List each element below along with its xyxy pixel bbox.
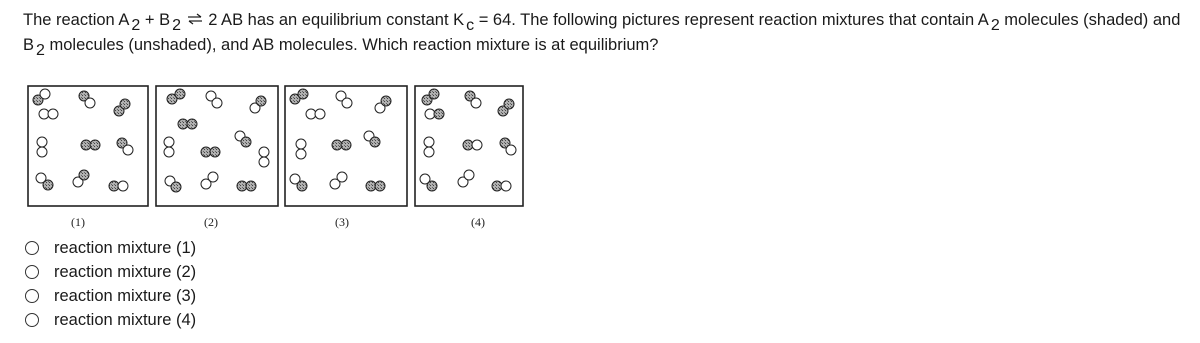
choice-label: reaction mixture (4) <box>54 310 197 329</box>
choice-2[interactable] <box>25 260 196 284</box>
subscript: 2 <box>172 17 182 34</box>
mixture-box-1 <box>28 86 148 206</box>
subscript: c <box>466 17 475 34</box>
box-label-2: (2) <box>204 215 218 229</box>
answer-choices <box>25 236 196 332</box>
radio-button[interactable] <box>25 241 39 255</box>
box-label-4: (4) <box>471 215 485 229</box>
subscript: 2 <box>36 42 45 59</box>
mixture-box-2 <box>156 86 278 206</box>
question-part-6: molecules (unshaded), and AB molecules. Which reaction mixture is at equilibrium? <box>44 36 659 54</box>
question-part-3: 2 AB has an equilibrium constant K <box>203 11 465 29</box>
choice-label: reaction mixture (2) <box>54 262 197 281</box>
radio-button[interactable] <box>25 265 39 279</box>
choice-4[interactable] <box>25 308 196 332</box>
mixture-box-3 <box>285 86 407 206</box>
radio-button[interactable] <box>25 289 39 303</box>
box-label-1: (1) <box>71 215 85 229</box>
question-part-5: molecules (shaded) and B <box>23 11 1181 54</box>
reaction-mixtures-figure <box>26 84 526 234</box>
subscript: 2 <box>990 17 1000 34</box>
question-part-1: The reaction A <box>23 11 130 29</box>
choice-label: reaction mixture (1) <box>54 238 197 257</box>
radio-button[interactable] <box>25 313 39 327</box>
equilibrium-arrows-icon <box>187 13 203 25</box>
mixture-box-4 <box>415 86 523 206</box>
question-part-4: = 64. The following pictures represent reaction mixtures that contain A <box>474 11 989 29</box>
box-label-3: (3) <box>335 215 349 229</box>
choice-1[interactable] <box>25 236 196 260</box>
subscript: 2 <box>131 17 141 34</box>
choice-label: reaction mixture (3) <box>54 286 197 305</box>
question-part-2: + B <box>140 11 171 29</box>
choice-3[interactable] <box>25 284 196 308</box>
question-text <box>23 8 1188 58</box>
